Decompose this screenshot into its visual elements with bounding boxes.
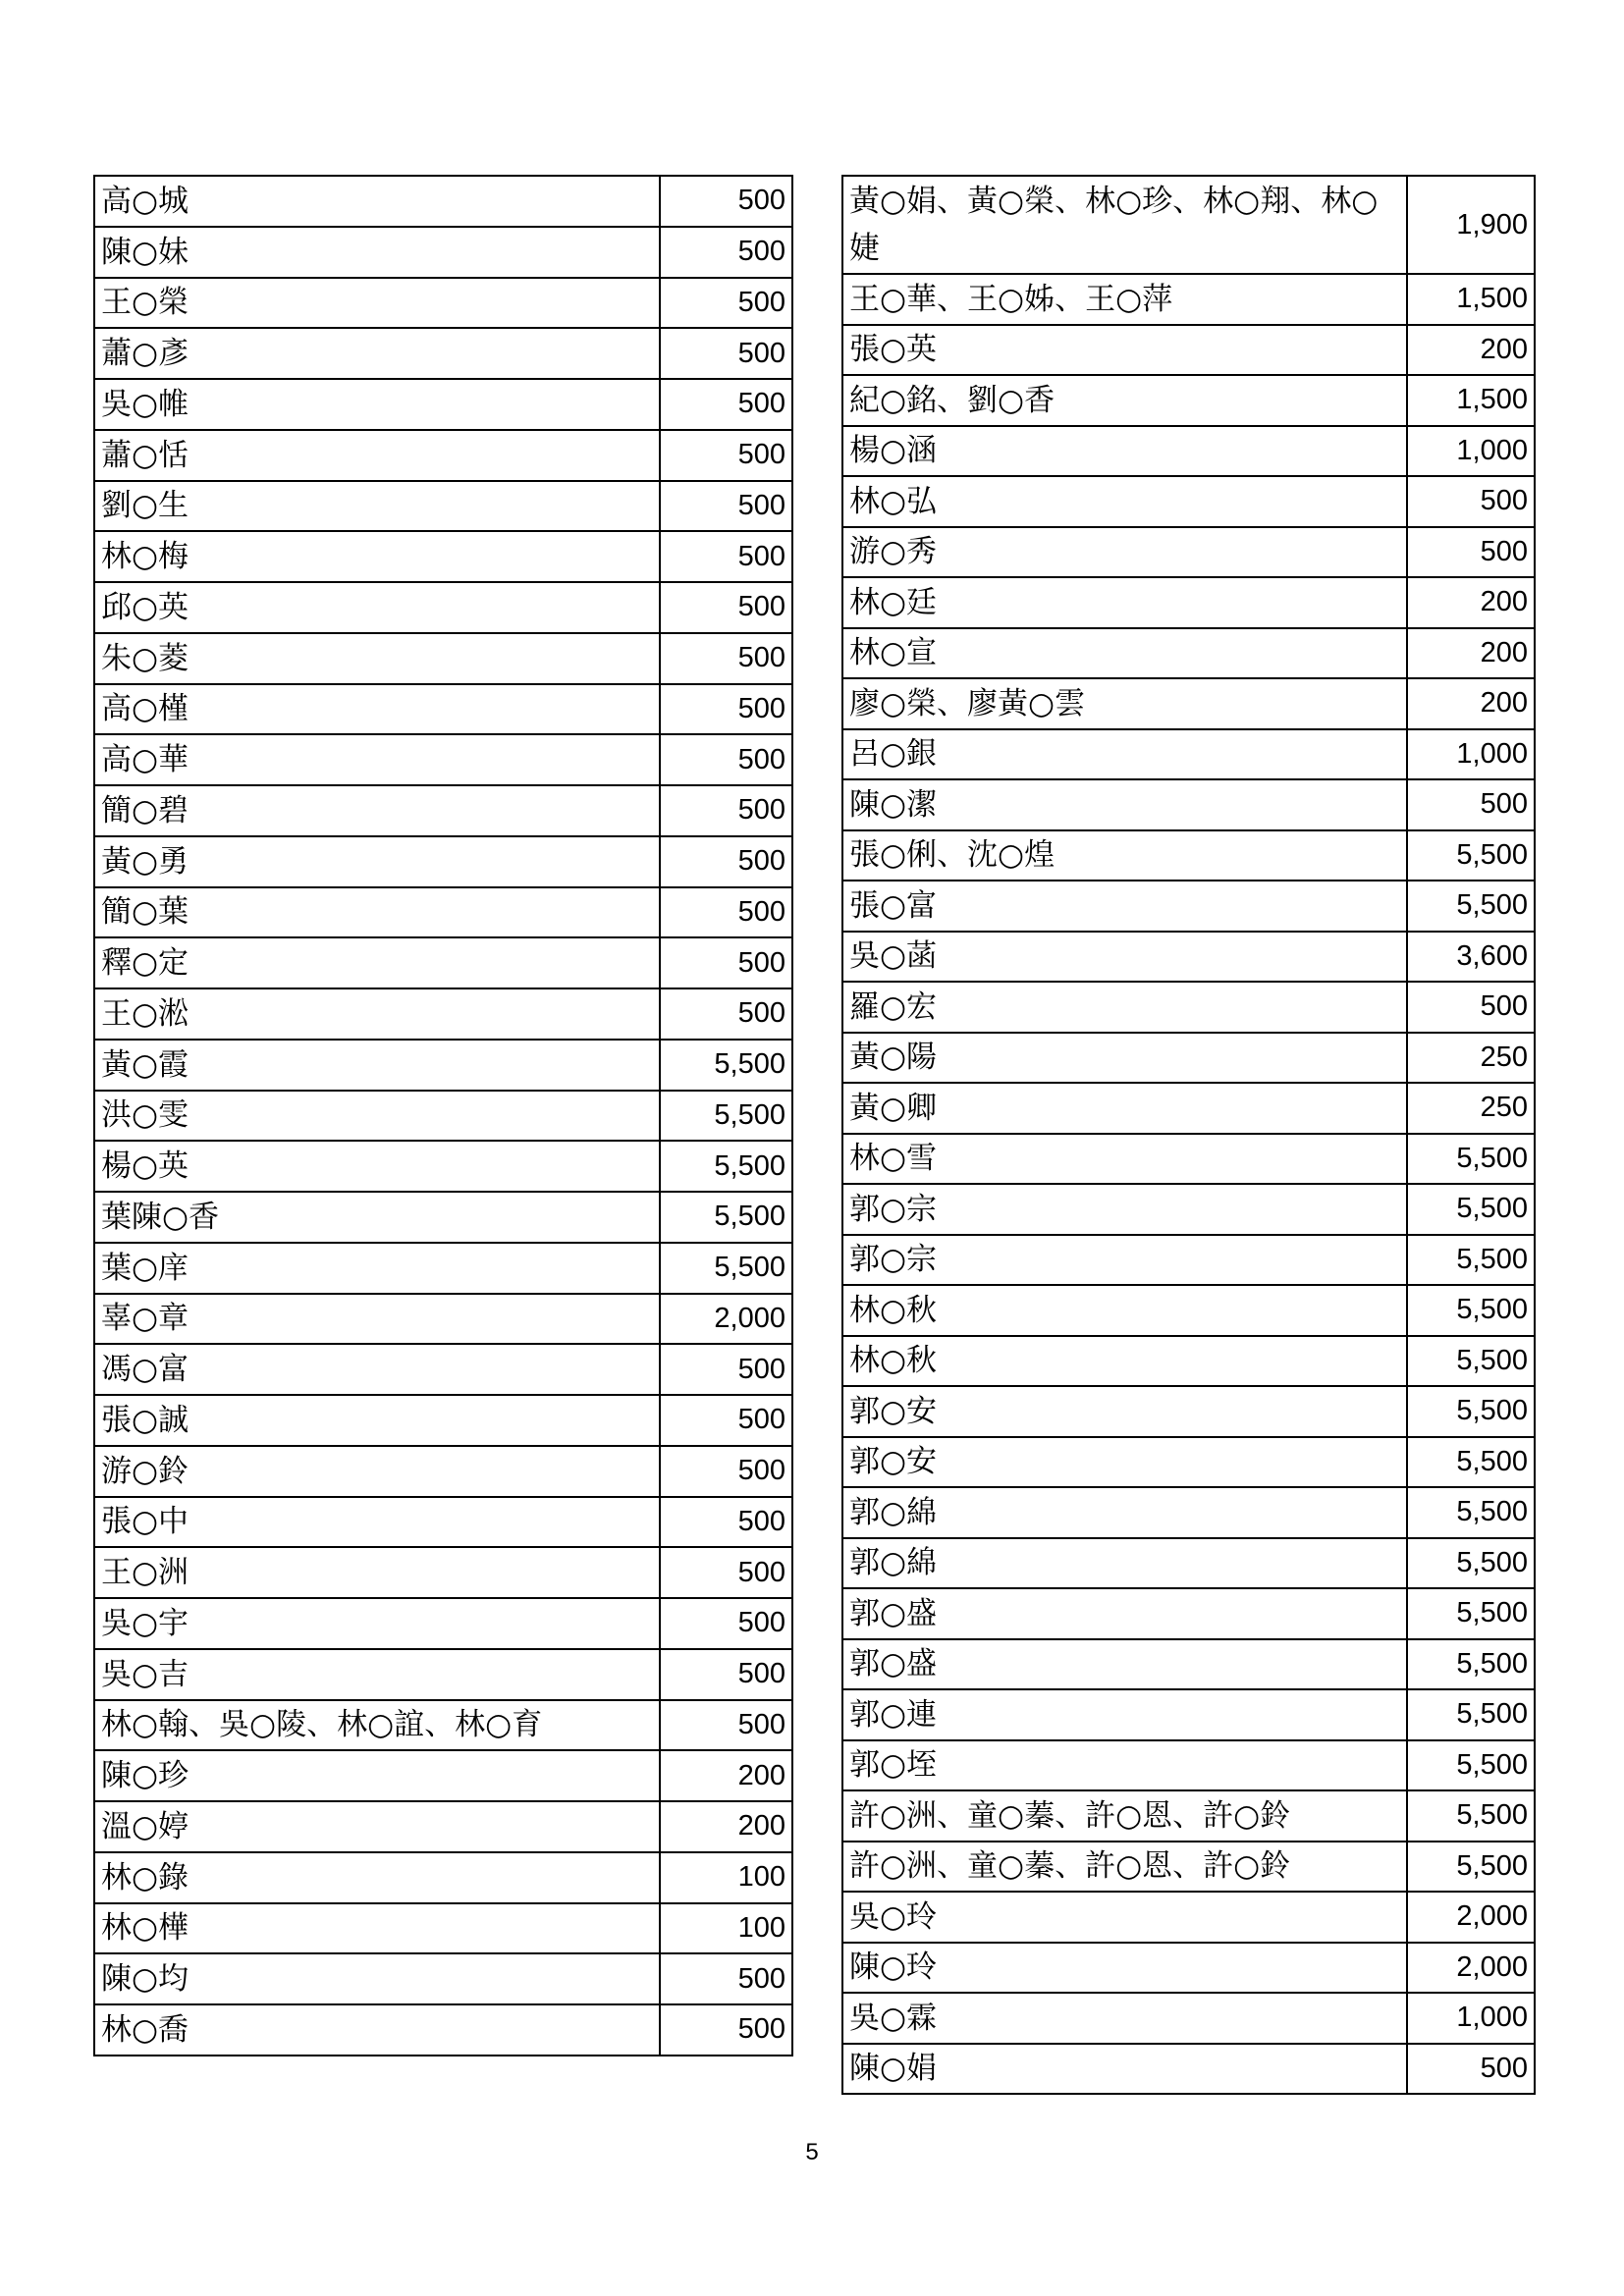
donation-amount-cell: 500 xyxy=(660,328,792,379)
donation-amount-cell: 5,500 xyxy=(1407,1689,1535,1740)
donor-name-cell: 林○雪 xyxy=(842,1134,1407,1185)
donation-amount-cell: 5,500 xyxy=(660,1141,792,1192)
donation-amount-cell: 500 xyxy=(660,988,792,1040)
table-row xyxy=(842,1437,1535,1488)
donor-name-cell: 高○華 xyxy=(94,734,660,785)
donor-name-cell: 簡○碧 xyxy=(94,785,660,836)
table-row xyxy=(842,426,1535,477)
donation-amount-cell: 5,500 xyxy=(1407,1842,1535,1893)
donation-amount-cell: 500 xyxy=(1407,2044,1535,2095)
donation-amount-cell: 5,500 xyxy=(1407,1437,1535,1488)
table-row xyxy=(842,678,1535,729)
donor-name-cell: 郭○連 xyxy=(842,1689,1407,1740)
donation-amount-cell: 200 xyxy=(1407,678,1535,729)
table-row xyxy=(94,887,792,938)
donation-amount-cell: 5,500 xyxy=(1407,1639,1535,1690)
donor-name-cell: 陳○娟 xyxy=(842,2044,1407,2095)
donor-name-cell: 楊○英 xyxy=(94,1141,660,1192)
donation-amount-cell: 5,500 xyxy=(1407,1184,1535,1235)
table-row xyxy=(94,1344,792,1395)
donation-amount-cell: 500 xyxy=(660,887,792,938)
donor-name-cell: 高○槿 xyxy=(94,684,660,735)
donation-amount-cell: 5,500 xyxy=(1407,1790,1535,1842)
donation-amount-cell: 500 xyxy=(660,937,792,988)
donor-name-cell: 郭○盛 xyxy=(842,1639,1407,1690)
table-row xyxy=(842,1993,1535,2044)
table-row xyxy=(842,1740,1535,1791)
donation-amount-cell: 500 xyxy=(660,430,792,481)
donation-amount-cell: 500 xyxy=(1407,476,1535,527)
table-row xyxy=(94,1547,792,1598)
donor-name-cell: 張○俐、沈○煌 xyxy=(842,830,1407,881)
table-row xyxy=(94,1294,792,1345)
table-row xyxy=(842,577,1535,628)
donor-name-cell: 呂○銀 xyxy=(842,729,1407,780)
donor-name-cell: 辜○章 xyxy=(94,1294,660,1345)
table-row xyxy=(94,1649,792,1700)
donor-table-left-body xyxy=(94,176,792,2056)
donor-name-cell: 林○喬 xyxy=(94,2004,660,2056)
donation-amount-cell: 500 xyxy=(660,176,792,227)
donor-name-cell: 釋○定 xyxy=(94,937,660,988)
donor-name-cell: 王○華、王○姊、王○萍 xyxy=(842,274,1407,325)
donation-amount-cell: 500 xyxy=(660,633,792,684)
table-row xyxy=(94,1243,792,1294)
table-row xyxy=(94,1446,792,1497)
table-row xyxy=(842,1588,1535,1639)
donor-name-cell: 郭○安 xyxy=(842,1386,1407,1437)
donation-amount-cell: 500 xyxy=(660,684,792,735)
table-row xyxy=(94,1091,792,1142)
donation-amount-cell: 1,900 xyxy=(1407,176,1535,274)
table-row xyxy=(94,684,792,735)
donor-name-cell: 郭○盛 xyxy=(842,1588,1407,1639)
donation-amount-cell: 500 xyxy=(660,531,792,582)
donation-amount-cell: 200 xyxy=(660,1801,792,1852)
donation-amount-cell: 5,500 xyxy=(1407,1235,1535,1286)
donor-name-cell: 楊○涵 xyxy=(842,426,1407,477)
donation-amount-cell: 5,500 xyxy=(1407,1336,1535,1387)
donation-amount-cell: 500 xyxy=(660,227,792,278)
table-row xyxy=(94,785,792,836)
table-row xyxy=(842,1235,1535,1286)
table-row xyxy=(842,1386,1535,1437)
table-row xyxy=(842,830,1535,881)
donation-amount-cell: 5,500 xyxy=(1407,1588,1535,1639)
donation-amount-cell: 500 xyxy=(660,582,792,633)
donor-name-cell: 羅○宏 xyxy=(842,982,1407,1033)
donor-name-cell: 游○鈴 xyxy=(94,1446,660,1497)
table-row xyxy=(842,274,1535,325)
table-row xyxy=(94,481,792,532)
donation-amount-cell: 5,500 xyxy=(1407,881,1535,932)
table-row xyxy=(842,1184,1535,1235)
table-row xyxy=(94,2004,792,2056)
donor-name-cell: 廖○榮、廖黃○雲 xyxy=(842,678,1407,729)
donor-name-cell: 林○錄 xyxy=(94,1852,660,1903)
table-row xyxy=(842,1689,1535,1740)
donor-name-cell: 吳○菡 xyxy=(842,932,1407,983)
donor-name-cell: 王○洲 xyxy=(94,1547,660,1598)
page-number: 5 xyxy=(805,2139,819,2165)
donor-name-cell: 紀○銘、劉○香 xyxy=(842,375,1407,426)
donation-amount-cell: 5,500 xyxy=(660,1040,792,1091)
table-row xyxy=(94,328,792,379)
donor-name-cell: 王○榮 xyxy=(94,278,660,329)
table-row xyxy=(94,1598,792,1649)
table-row xyxy=(94,1852,792,1903)
donor-name-cell: 黃○娟、黃○榮、林○珍、林○翔、林○婕 xyxy=(842,176,1407,274)
table-row xyxy=(842,2044,1535,2095)
table-row xyxy=(94,1395,792,1446)
donation-amount-cell: 500 xyxy=(660,1700,792,1751)
table-row xyxy=(94,176,792,227)
donor-name-cell: 黃○勇 xyxy=(94,836,660,887)
donor-name-cell: 王○淞 xyxy=(94,988,660,1040)
donation-amount-cell: 200 xyxy=(1407,577,1535,628)
donor-name-cell: 吳○帷 xyxy=(94,379,660,430)
donation-amount-cell: 5,500 xyxy=(1407,1285,1535,1336)
donation-amount-cell: 200 xyxy=(1407,325,1535,376)
donation-amount-cell: 250 xyxy=(1407,1033,1535,1084)
table-row xyxy=(842,1134,1535,1185)
table-row xyxy=(842,1842,1535,1893)
donor-name-cell: 林○秋 xyxy=(842,1336,1407,1387)
donation-amount-cell: 500 xyxy=(660,1446,792,1497)
donation-amount-cell: 500 xyxy=(660,278,792,329)
table-row xyxy=(842,1639,1535,1690)
donor-table-right xyxy=(841,175,1536,2095)
donation-amount-cell: 1,500 xyxy=(1407,274,1535,325)
table-row xyxy=(94,1192,792,1243)
donor-name-cell: 游○秀 xyxy=(842,527,1407,578)
donation-amount-cell: 5,500 xyxy=(1407,830,1535,881)
donor-name-cell: 黃○卿 xyxy=(842,1083,1407,1134)
donation-amount-cell: 5,500 xyxy=(660,1192,792,1243)
donation-amount-cell: 500 xyxy=(1407,982,1535,1033)
donor-name-cell: 郭○宗 xyxy=(842,1235,1407,1286)
table-row xyxy=(842,476,1535,527)
table-row xyxy=(842,729,1535,780)
donor-name-cell: 溫○婷 xyxy=(94,1801,660,1852)
donation-amount-cell: 1,000 xyxy=(1407,729,1535,780)
donation-amount-cell: 500 xyxy=(660,785,792,836)
donation-amount-cell: 500 xyxy=(660,1598,792,1649)
table-row xyxy=(94,278,792,329)
donor-name-cell: 簡○葉 xyxy=(94,887,660,938)
donation-amount-cell: 1,000 xyxy=(1407,426,1535,477)
donation-amount-cell: 500 xyxy=(660,1649,792,1700)
donation-amount-cell: 5,500 xyxy=(1407,1386,1535,1437)
table-row xyxy=(94,1953,792,2004)
donation-amount-cell: 100 xyxy=(660,1852,792,1903)
table-row xyxy=(94,734,792,785)
table-row xyxy=(842,1033,1535,1084)
donation-amount-cell: 500 xyxy=(660,1344,792,1395)
donor-name-cell: 葉陳○香 xyxy=(94,1192,660,1243)
donor-name-cell: 林○梅 xyxy=(94,531,660,582)
donor-table-left xyxy=(93,175,793,2056)
table-row xyxy=(842,932,1535,983)
donation-amount-cell: 2,000 xyxy=(1407,1943,1535,1994)
table-row xyxy=(94,582,792,633)
donation-amount-cell: 500 xyxy=(660,1547,792,1598)
donor-name-cell: 張○誠 xyxy=(94,1395,660,1446)
donor-name-cell: 邱○英 xyxy=(94,582,660,633)
donor-name-cell: 張○富 xyxy=(842,881,1407,932)
donation-amount-cell: 200 xyxy=(1407,628,1535,679)
table-row xyxy=(94,1801,792,1852)
donor-name-cell: 劉○生 xyxy=(94,481,660,532)
donation-amount-cell: 500 xyxy=(660,836,792,887)
donor-name-cell: 郭○垤 xyxy=(842,1740,1407,1791)
donation-amount-cell: 500 xyxy=(660,1497,792,1548)
donation-amount-cell: 1,000 xyxy=(1407,1993,1535,2044)
table-row xyxy=(842,1487,1535,1538)
table-row xyxy=(94,633,792,684)
donation-amount-cell: 500 xyxy=(660,734,792,785)
donor-name-cell: 蕭○彥 xyxy=(94,328,660,379)
donation-amount-cell: 500 xyxy=(660,481,792,532)
donation-amount-cell: 5,500 xyxy=(660,1091,792,1142)
donor-name-cell: 郭○安 xyxy=(842,1437,1407,1488)
table-row xyxy=(94,937,792,988)
donor-name-cell: 林○弘 xyxy=(842,476,1407,527)
table-row xyxy=(842,375,1535,426)
table-row xyxy=(94,1141,792,1192)
donor-table-right-body xyxy=(842,176,1535,2094)
donation-amount-cell: 250 xyxy=(1407,1083,1535,1134)
table-row xyxy=(94,379,792,430)
table-row xyxy=(842,1083,1535,1134)
donation-amount-cell: 500 xyxy=(660,1395,792,1446)
donor-name-cell: 吳○霖 xyxy=(842,1993,1407,2044)
donation-amount-cell: 500 xyxy=(1407,779,1535,830)
donor-name-cell: 吳○宇 xyxy=(94,1598,660,1649)
donor-name-cell: 陳○潔 xyxy=(842,779,1407,830)
donor-name-cell: 張○英 xyxy=(842,325,1407,376)
donation-amount-cell: 500 xyxy=(660,1953,792,2004)
donor-name-cell: 高○城 xyxy=(94,176,660,227)
donor-name-cell: 林○翰、吳○陵、林○誼、林○育 xyxy=(94,1700,660,1751)
table-row xyxy=(94,227,792,278)
donor-name-cell: 陳○玲 xyxy=(842,1943,1407,1994)
donor-name-cell: 許○洲、童○蓁、許○恩、許○鈴 xyxy=(842,1790,1407,1842)
donation-amount-cell: 5,500 xyxy=(1407,1134,1535,1185)
donor-name-cell: 洪○雯 xyxy=(94,1091,660,1142)
donor-name-cell: 郭○宗 xyxy=(842,1184,1407,1235)
donation-amount-cell: 3,600 xyxy=(1407,932,1535,983)
donation-amount-cell: 200 xyxy=(660,1750,792,1801)
table-row xyxy=(94,1700,792,1751)
table-row xyxy=(94,988,792,1040)
donor-name-cell: 許○洲、童○蓁、許○恩、許○鈴 xyxy=(842,1842,1407,1893)
donor-name-cell: 吳○吉 xyxy=(94,1649,660,1700)
donor-name-cell: 林○宣 xyxy=(842,628,1407,679)
donor-name-cell: 陳○均 xyxy=(94,1953,660,2004)
donation-amount-cell: 5,500 xyxy=(1407,1740,1535,1791)
donation-amount-cell: 2,000 xyxy=(1407,1892,1535,1943)
table-row xyxy=(842,628,1535,679)
table-row xyxy=(94,1497,792,1548)
table-row xyxy=(842,325,1535,376)
donation-amount-cell: 2,000 xyxy=(660,1294,792,1345)
donor-name-cell: 陳○珍 xyxy=(94,1750,660,1801)
donor-name-cell: 黃○陽 xyxy=(842,1033,1407,1084)
donor-name-cell: 葉○庠 xyxy=(94,1243,660,1294)
table-row xyxy=(94,531,792,582)
donor-name-cell: 朱○菱 xyxy=(94,633,660,684)
donation-amount-cell: 500 xyxy=(1407,527,1535,578)
donor-name-cell: 郭○綿 xyxy=(842,1487,1407,1538)
donation-amount-cell: 100 xyxy=(660,1903,792,1954)
table-row xyxy=(842,881,1535,932)
donation-amount-cell: 5,500 xyxy=(1407,1538,1535,1589)
donor-name-cell: 馮○富 xyxy=(94,1344,660,1395)
donor-name-cell: 郭○綿 xyxy=(842,1538,1407,1589)
donor-name-cell: 蕭○恬 xyxy=(94,430,660,481)
donor-name-cell: 吳○玲 xyxy=(842,1892,1407,1943)
table-row xyxy=(842,779,1535,830)
donation-amount-cell: 500 xyxy=(660,2004,792,2056)
table-row xyxy=(94,1040,792,1091)
donor-name-cell: 黃○霞 xyxy=(94,1040,660,1091)
donation-amount-cell: 1,500 xyxy=(1407,375,1535,426)
table-row xyxy=(94,836,792,887)
donation-amount-cell: 500 xyxy=(660,379,792,430)
donation-amount-cell: 5,500 xyxy=(660,1243,792,1294)
table-row xyxy=(842,527,1535,578)
donation-amount-cell: 5,500 xyxy=(1407,1487,1535,1538)
table-row xyxy=(842,1790,1535,1842)
table-row xyxy=(842,982,1535,1033)
table-row xyxy=(842,1943,1535,1994)
table-row xyxy=(94,1903,792,1954)
table-row xyxy=(842,1285,1535,1336)
donor-name-cell: 陳○妹 xyxy=(94,227,660,278)
table-row xyxy=(94,430,792,481)
table-row xyxy=(842,1892,1535,1943)
donor-name-cell: 林○廷 xyxy=(842,577,1407,628)
table-row xyxy=(842,1538,1535,1589)
donor-name-cell: 林○樺 xyxy=(94,1903,660,1954)
donor-name-cell: 張○中 xyxy=(94,1497,660,1548)
table-row xyxy=(842,176,1535,274)
table-row xyxy=(94,1750,792,1801)
donor-name-cell: 林○秋 xyxy=(842,1285,1407,1336)
table-row xyxy=(842,1336,1535,1387)
